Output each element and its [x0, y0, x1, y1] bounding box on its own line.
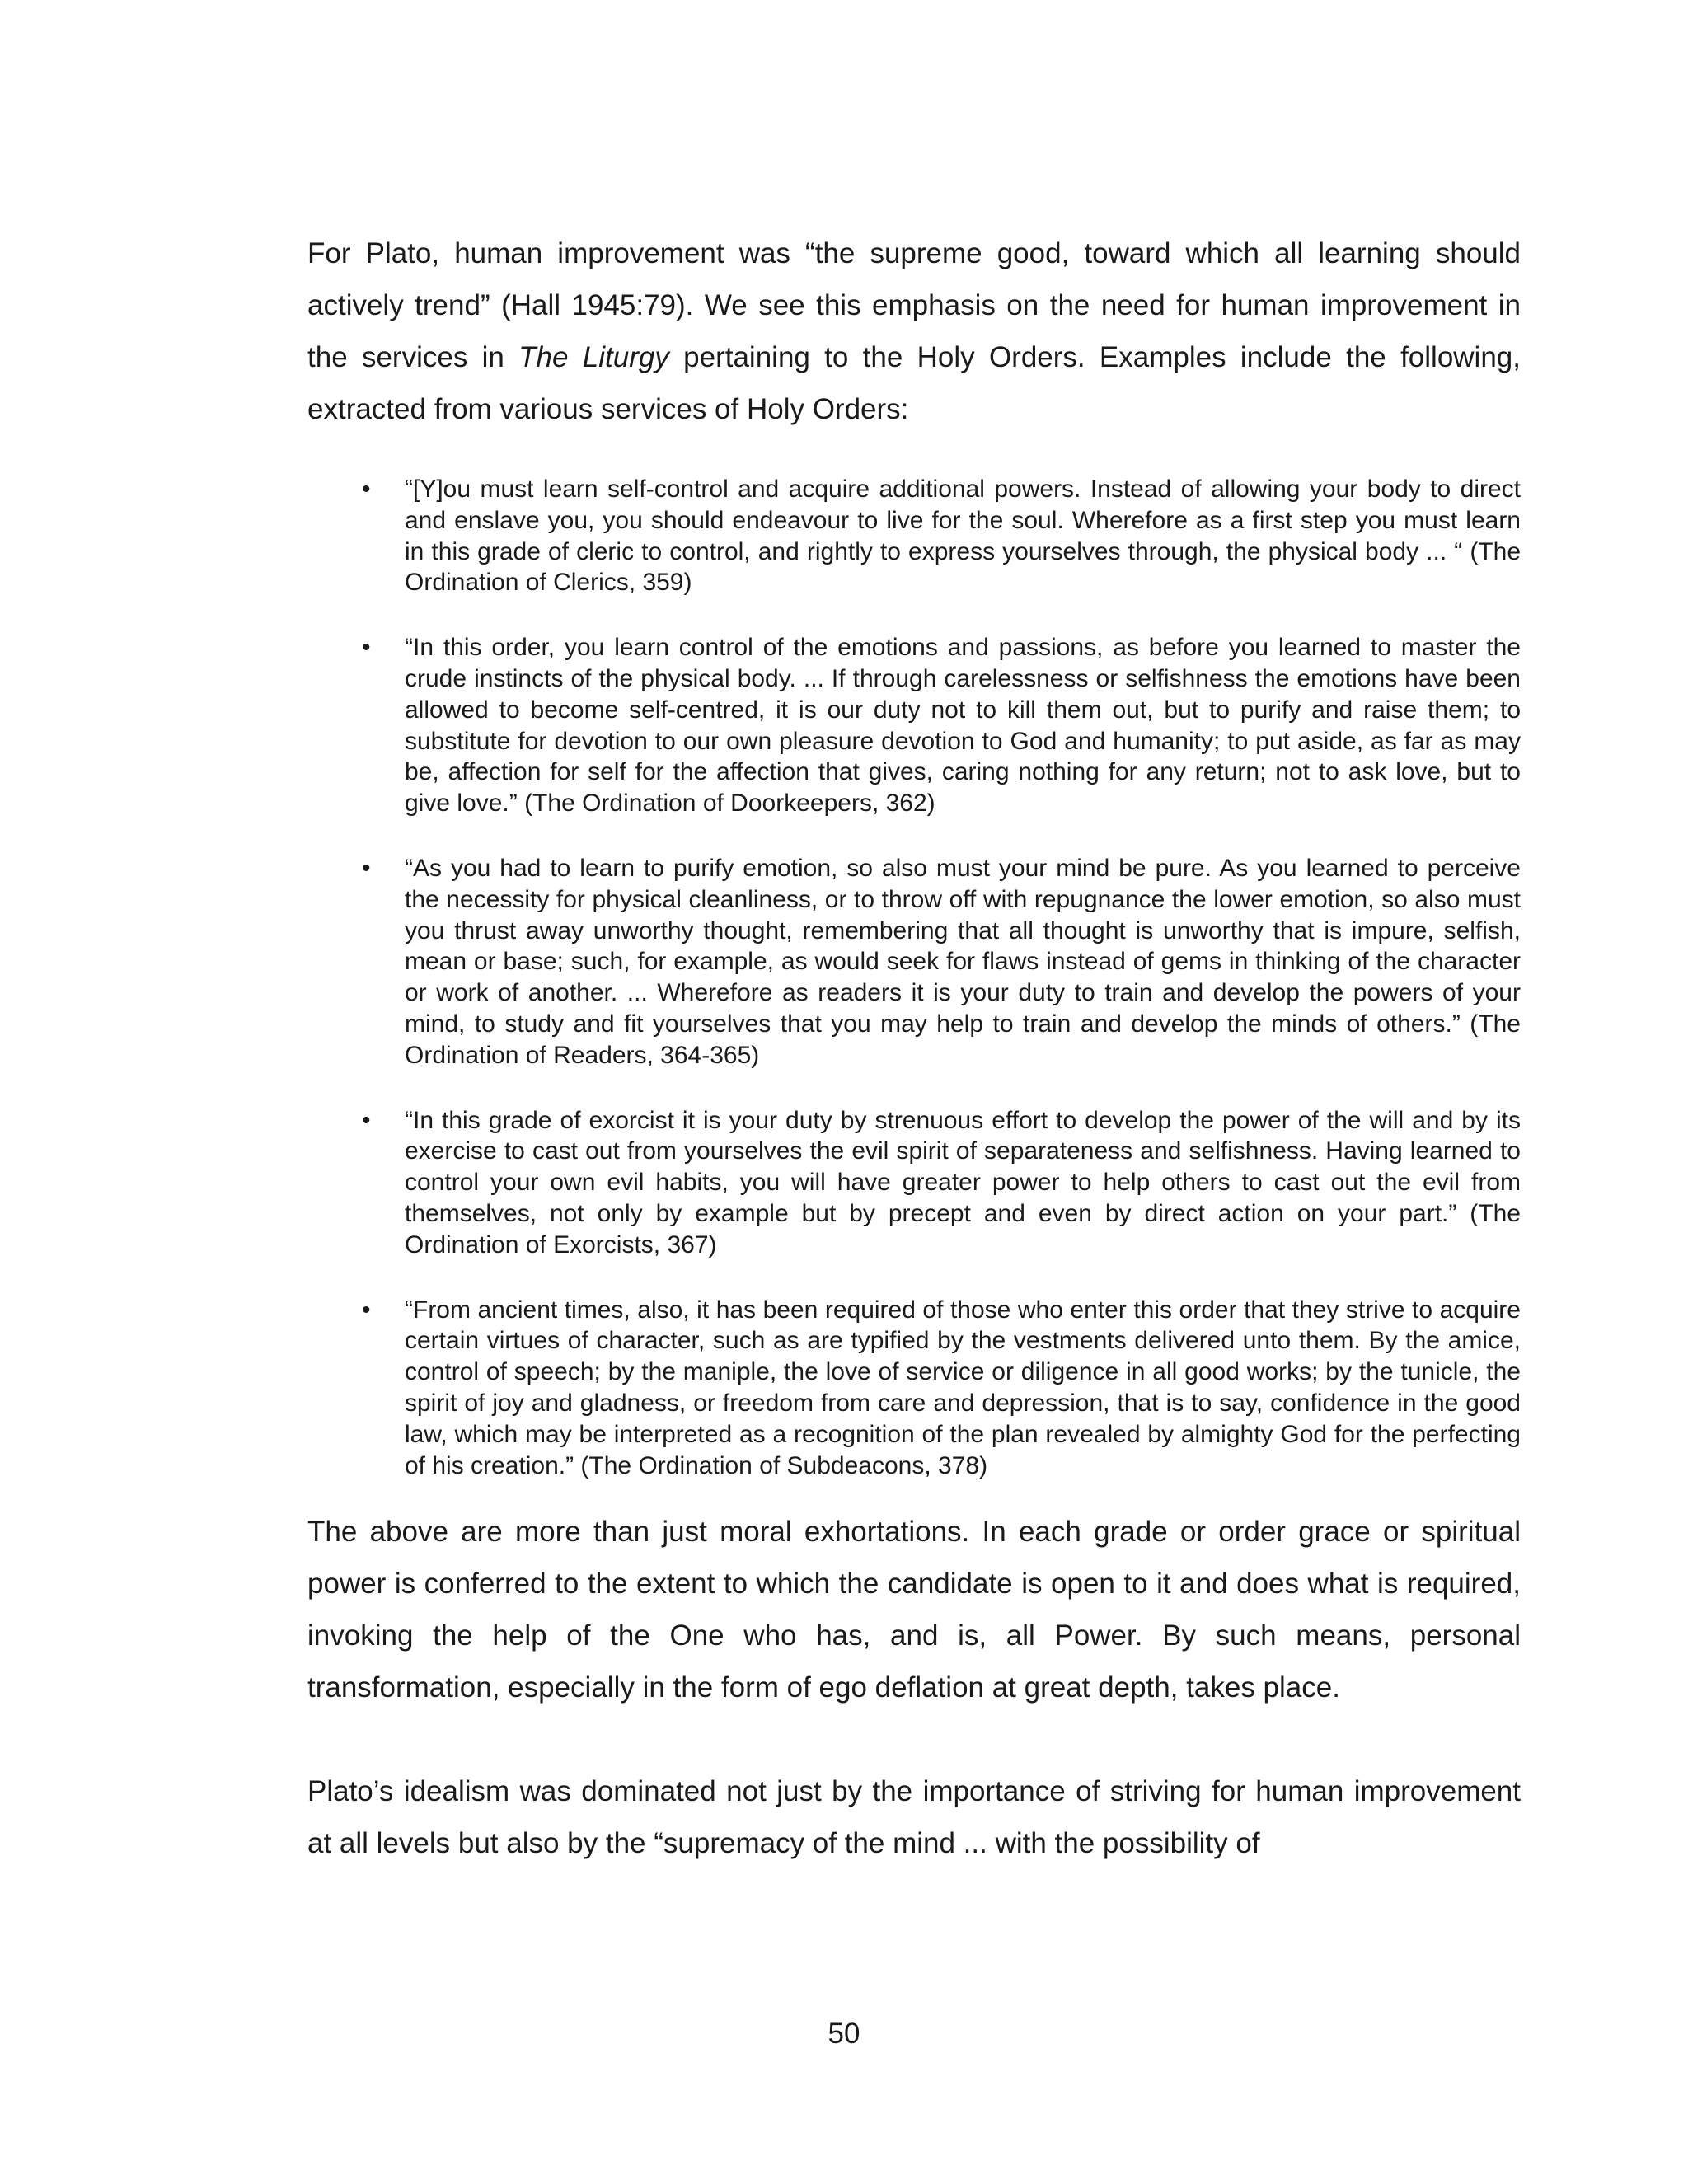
page-number: 50 [828, 2018, 860, 2050]
quote-doorkeepers: “In this order, you learn control of the emotions and passions, as before you learned to master the crude instincts of the physical body. ... If through carelessness or selfishness the emotions have been allowed to become self-centred, it is our duty not to kill them out, but to purify and raise them; to substitute for devotion to our own pleasure devotion to God and humanity; to put aside, as far as may be, affection for self for the affection that gives, caring nothing for any return; not to ask love, but to give love.” (The Ordination of Doorkeepers, 362) [405, 634, 1521, 818]
list-item [307, 474, 1521, 598]
quote-list [307, 474, 1521, 1481]
intro-text-part1: For Plato, human improvement was “the supreme good, toward which all learning should actively trend” (Hall 1945:79). We see this emphasis on the need for human improvement in the services in [307, 237, 1521, 373]
liturgy-title: The Liturgy [518, 341, 669, 373]
list-item [307, 632, 1521, 819]
quote-clerics: “[Y]ou must learn self-control and acquire additional powers. Instead of allowing your body to direct and enslave you, you should endeavour to live for the soul. Wherefore as a first step you must learn in this grade of cleric to control, and rightly to express yourselves through, the physical body ... “ (The Ordination of Clerics, 359) [405, 476, 1521, 597]
page-content [307, 227, 1521, 1869]
paragraph-plato-idealism: Plato’s idealism was dominated not just by the importance of striving for human improvement at all levels but also by the “supremacy of the mind ... with the possibility of [307, 1775, 1521, 1860]
quote-readers: “As you had to learn to purify emotion, so also must your mind be pure. As you learned to perceive the necessity for physical cleanliness, or to throw off with repugnance the lower emotion, so also must you thrust away unworthy thought, remembering that all thought is unworthy that is impure, selfish, mean or base; such, for example, as would seek for flaws instead of gems in thinking of the character or work of another. ... Wherefore as readers it is your duty to train and develop the powers of your mind, to study and fit yourselves that you may help to train and develop the minds of others.” (The Ordination of Readers, 364-365) [405, 854, 1521, 1069]
bullet-icon: • [362, 476, 371, 503]
list-item [307, 1105, 1521, 1261]
intro-paragraph [307, 227, 1521, 435]
paragraph-moral-exhortations: The above are more than just moral exhortations. In each grade or order grace or spiritual power is conferred to the extent to which the candidate is open to it and does what is required, invoking the help of the One who has, and is, all Power. By such means, personal transformation, especially in the form of ego deflation at great depth, takes place. [307, 1516, 1521, 1704]
quote-subdeacons: “From ancient times, also, it has been required of those who enter this order that they strive to acquire certain virtues of character, such as are typified by the vestments delivered unto them. By the amice, control of speech; by the maniple, the love of service or diligence in all good works; by the tunicle, the spirit of joy and gladness, or freedom from care and depression, that is to say, confidence in the good law, which may be interpreted as a recognition of the plan revealed by almighty God for the perfecting of his creation.” (The Ordination of Subdeacons, 378) [405, 1296, 1521, 1479]
intro-text-part2: pertaining to the Holy Orders. Examples include the following, extracted from various services of Holy Orders: [307, 341, 1521, 425]
list-item [307, 1295, 1521, 1482]
list-item [307, 853, 1521, 1071]
bullet-icon: • [362, 634, 371, 662]
quote-exorcists: “In this grade of exorcist it is your duty by strenuous effort to develop the power of the will and by its exercise to cast out from yourselves the evil spirit of separateness and selfishness. Having learned to control your own evil habits, you will have greater power to help others to cast out the evil from themselves, not only by example but by precept and even by direct action on your part.” (The Ordination of Exorcists, 367) [405, 1106, 1521, 1258]
bullet-icon: • [362, 1106, 371, 1134]
bullet-icon: • [362, 1296, 371, 1324]
bullet-icon: • [362, 854, 371, 882]
